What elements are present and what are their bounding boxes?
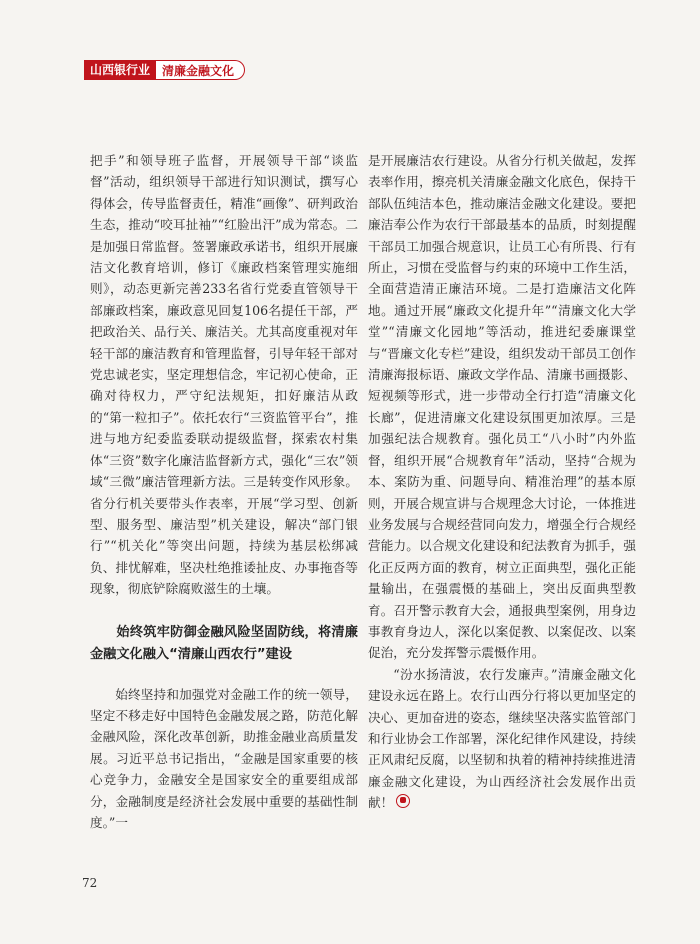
section-tag-secondary: 清廉金融文化: [156, 60, 245, 80]
page-number: 72: [82, 876, 98, 890]
closing-paragraph-text: “汾水扬清波，农行发廉声。”清廉金融文化建设永远在路上。农行山西分行将以更加坚定的决心、更加奋进的姿态，继续坚决落实监管部门和行业协会工作部署，深化纪律作风建设，持续正风肃纪反腐，以坚韧和执着的精神持续推进清廉金融文化建设，为山西经济社会发展作出贡献！: [368, 666, 636, 811]
section-tag: [84, 60, 245, 80]
section-tag-primary: 山西银行业: [84, 60, 156, 80]
right-column: [368, 150, 636, 814]
body-paragraph: 把手”和领导班子监督，开展领导干部“谈监督”活动，组织领导干部进行知识测试，撰写心得体会，传导监督责任，精准“画像”、研判政治生态，推动“咬耳扯袖”“红脸出汗”成为常态。二是加强日常监督。签署廉政承诺书，组织开展廉洁文化教育培训，修订《廉政档案管理实施细则》，动态更新完善233名省行党委直管领导干部廉政档案，廉政意见回复106名提任干部，严把政治关、品行关、廉洁关。尤其高度重视对年轻干部的廉洁教育和管理监督，引导年轻干部对党忠诚老实，坚定理想信念，牢记初心使命，正确对待权力，严守纪法规矩，扣好廉洁从政的“第一粒扣子”。依托农行“三资监管平台”，推进与地方纪委监委联动提级监督，探索农村集体“三资”数字化廉洁监督新方式，强化“三农”领域“三微”廉洁管理新方法。三是转变作风形象。省分行机关要带头作表率，开展“学习型、创新型、服务型、廉洁型”机关建设，解决“部门银行”“机关化”等突出问题，持续为基层松绑减负、排忧解难，坚决杜绝推诿扯皮、办事拖沓等现象，彻底铲除腐败滋生的土壤。: [90, 153, 358, 597]
section-heading: 始终筑牢防御金融风险坚固防线，将清廉金融文化融入“清廉山西农行”建设: [90, 624, 358, 662]
body-paragraph: 始终坚持和加强党对金融工作的统一领导，坚定不移走好中国特色金融发展之路，防范化解金融风险，深化改革创新，助推金融业高质量发展。习近平总书记指出，“金融是国家重要的核心竞争力，金融安全是国家安全的重要组成部分，金融制度是经济社会发展中重要的基础性制度。”一: [90, 686, 358, 830]
left-column: [90, 150, 358, 833]
body-paragraph: 是开展廉洁农行建设。从省分行机关做起，发挥表率作用，擦亮机关清廉金融文化底色，保持干部队伍纯洁本色，推动廉洁金融文化建设。要把廉洁奉公作为农行干部最基本的品质，时刻提醒干部员工加强合规意识，让员工心有所畏、行有所止，习惯在受监督与约束的环境中工作生活，全面营造清正廉洁环境。二是打造廉洁文化阵地。通过开展“廉政文化提升年”“清廉文化大学堂”“清廉文化园地”等活动，推进纪委廉课堂与“晋廉文化专栏”建设，组织发动干部员工创作清廉海报标语、廉政文学作品、清廉书画摄影、短视频等形式，进一步带动全行打造“清廉文化长廊”，促进清廉文化建设氛围更加浓厚。三是加强纪法合规教育。强化员工“八小时”内外监督，组织开展“合规教育年”活动，坚持“合规为本、案防为重、问题导向、精准治理”的基本原则，开展合规宣讲与合规理念大讨论，一体推进业务发展与合规经营同向发力，增强全行合规经营能力。以合规文化建设和纪法教育为抓手，强化正反两方面的教育，树立正面典型，强化正能量输出，在强震慑的基础上，突出反面典型教育。召开警示教育大会，通报典型案例，用身边事教育身边人，深化以案促教、以案促改、以案促治，充分发挥警示震慑作用。: [368, 153, 636, 661]
article-end-icon: [396, 794, 410, 808]
closing-paragraph: [368, 664, 636, 814]
